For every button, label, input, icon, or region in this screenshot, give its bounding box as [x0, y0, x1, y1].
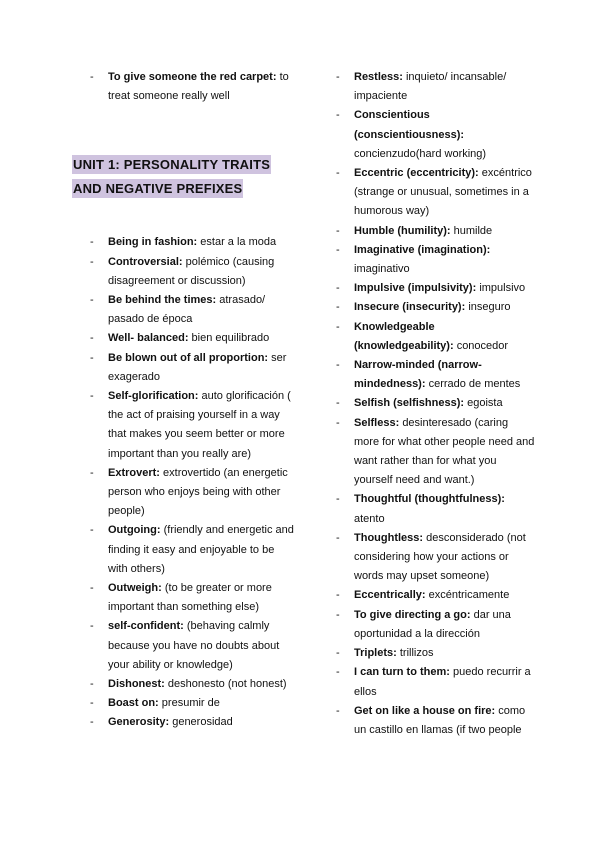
term: To give someone the red carpet:: [108, 71, 277, 83]
term: Boast on:: [108, 697, 159, 710]
definition: puedo recurrir a ellos: [354, 666, 531, 698]
list-item: - To give someone the red carpet: to treat someone really well: [90, 71, 289, 103]
list-item: - Impulsive (impulsivity): impulsivo: [336, 282, 526, 295]
definition: deshonesto (not honest): [167, 678, 287, 691]
list-item: - Conscientious (conscientiousness): concienzudo(hard working): [336, 109, 487, 160]
definition: estar a la moda: [200, 236, 277, 249]
definition: dar una oportunidad a la dirección: [354, 608, 511, 640]
list-item: - Self-glorification: auto glorificación ( the act of praising yourself in a way that makes you seem better or more important than you really are): [90, 390, 291, 460]
definition: atento: [354, 512, 385, 525]
list-item: - Being in fashion: estar a la moda: [90, 236, 277, 249]
list-item: - Eccentric (eccentricity): excéntrico (strange or unusual, sometimes in a humorous way): [336, 167, 532, 218]
list-item: - Insecure (insecurity): inseguro: [336, 301, 511, 314]
list-item: - Thoughtful (thoughtfulness): atento: [336, 493, 505, 525]
term: Restless:: [354, 71, 403, 83]
definition: (friendly and energetic and finding it easy and enjoyable to be with others): [108, 524, 294, 575]
definition: bien equilibrado: [191, 332, 270, 345]
list-item: - Get on like a house on fire: como un castillo en llamas (if two people: [336, 704, 526, 736]
right-column: [318, 68, 536, 740]
definition: (behaving calmly because you have no doubts about your ability or knowledge): [108, 620, 280, 671]
left-column: [72, 68, 294, 733]
list-item: - Selfless: desinteresado (caring more for what other people need and want rather than for what you yourself need and want.): [336, 416, 535, 487]
list-item: - Selfish (selfishness): egoista: [336, 397, 503, 410]
list-item: - Dishonest: deshonesto (not honest): [90, 678, 287, 691]
definition: inseguro: [468, 301, 511, 314]
definition: trillizos: [399, 647, 434, 660]
intro-list: [72, 68, 294, 106]
term: Thoughtless:: [354, 531, 424, 544]
definition: excéntricamente: [428, 589, 510, 602]
list-item: - Humble (humility): humilde: [336, 224, 493, 237]
definition: auto glorificación ( the act of praising yourself in a way that makes you seem better or more important than you really are): [108, 390, 291, 460]
term: Triplets:: [354, 647, 397, 660]
list-item: - Be behind the times: atrasado/ pasado de época: [90, 294, 266, 326]
list-item: - Extrovert: extrovertido (an energetic person who enjoys being with other people): [90, 466, 288, 518]
term: Impulsive (impulsivity):: [354, 282, 477, 295]
list-item: - Knowledgeable (knowledgeability): conocedor: [336, 320, 509, 352]
definition: desinteresado (caring more for what other people need and want rather than for what you yourself need and want.): [354, 416, 535, 487]
term: Eccentric (eccentricity):: [354, 167, 479, 180]
term: Selfless:: [354, 416, 400, 429]
term: Extrovert:: [108, 466, 160, 479]
vocabulary-list-left: [72, 233, 294, 732]
list-item: - Eccentrically: excéntricamente: [336, 589, 510, 602]
definition: ser exagerado: [108, 351, 287, 383]
definition: conocedor: [456, 339, 509, 352]
list-item: - To give directing a go: dar una oportunidad a la dirección: [336, 608, 511, 640]
vocabulary-list-right: [318, 68, 536, 740]
term: I can turn to them:: [354, 666, 450, 679]
term: Dishonest:: [108, 678, 165, 691]
term: Being in fashion:: [108, 236, 198, 249]
list-item: - Generosity: generosidad: [90, 716, 233, 729]
term: To give directing a go:: [354, 608, 471, 621]
definition: presumir de: [161, 697, 220, 710]
definition: concienzudo(hard working): [354, 147, 487, 160]
term: Outgoing:: [108, 524, 161, 537]
term: Controversial:: [108, 255, 183, 268]
definition: egoista: [467, 397, 503, 410]
term: Eccentrically:: [354, 589, 426, 602]
definition: (to be greater or more important than something else): [108, 582, 272, 614]
definition: imaginativo: [354, 263, 410, 276]
term: Conscientious (conscientiousness):: [354, 109, 465, 141]
term: Selfish (selfishness):: [354, 397, 465, 410]
definition: extrovertido (an energetic person who enjoys being with other people): [108, 466, 288, 518]
definition: generosidad: [172, 716, 233, 729]
term: Generosity:: [108, 716, 170, 729]
list-item: - Imaginative (imagination): imaginativo: [336, 243, 491, 276]
heading-line-1: UNIT 1: PERSONALITY TRAITS: [73, 157, 271, 173]
section-heading: [72, 153, 294, 201]
heading-line-2: AND NEGATIVE PREFIXES: [73, 181, 243, 197]
term: Imaginative (imagination):: [354, 243, 491, 256]
term: Knowledgeable (knowledgeability):: [354, 320, 454, 352]
term: Thoughtful (thoughtfulness):: [354, 493, 505, 506]
definition: como un castillo en llamas (if two people: [354, 704, 526, 736]
definition: inquieto/ incansable/ impaciente: [354, 71, 507, 103]
term: Humble (humility):: [354, 224, 451, 237]
term: Insecure (insecurity):: [354, 301, 466, 314]
term: Self-glorification:: [108, 390, 199, 403]
term: Well- balanced:: [108, 332, 189, 345]
list-item: - Boast on: presumir de: [90, 697, 220, 710]
list-item: - Be blown out of all proportion: ser exagerado: [90, 351, 287, 383]
term: Narrow-minded (narrow-mindedness):: [354, 359, 482, 391]
definition: atrasado/ pasado de época: [108, 294, 266, 326]
list-item: - Outweigh: (to be greater or more important than something else): [90, 582, 272, 614]
definition: impulsivo: [479, 282, 526, 295]
list-item: - Well- balanced: bien equilibrado: [90, 332, 270, 345]
term: Outweigh:: [108, 582, 162, 595]
term: self-confident:: [108, 620, 184, 633]
term: Be behind the times:: [108, 294, 217, 307]
definition: cerrado de mentes: [428, 378, 521, 391]
list-item: - Narrow-minded (narrow-mindedness): cerrado de mentes: [336, 359, 521, 391]
list-item: - Thoughtless: desconsiderado (not considering how your actions or words may upset someone): [336, 531, 526, 583]
term: Be blown out of all proportion:: [108, 351, 269, 364]
list-item: - self-confident: (behaving calmly because you have no doubts about your ability or knowledge): [90, 620, 280, 671]
list-item: - Restless: inquieto/ incansable/ impaciente: [336, 71, 507, 103]
definition: excéntrico (strange or unusual, sometimes in a humorous way): [354, 167, 532, 218]
list-item: - Controversial: polémico (causing disagreement or discussion): [90, 255, 275, 287]
list-item: - Outgoing: (friendly and energetic and finding it easy and enjoyable to be with others): [90, 524, 294, 575]
list-item: - I can turn to them: puedo recurrir a ellos: [336, 666, 531, 698]
list-item: - Triplets: trillizos: [336, 647, 434, 660]
definition: polémico (causing disagreement or discussion): [108, 255, 275, 287]
definition: to treat someone really well: [108, 71, 289, 103]
term: Get on like a house on fire:: [354, 704, 496, 717]
definition: humilde: [453, 224, 493, 237]
definition: desconsiderado (not considering how your actions or words may upset someone): [354, 531, 526, 583]
